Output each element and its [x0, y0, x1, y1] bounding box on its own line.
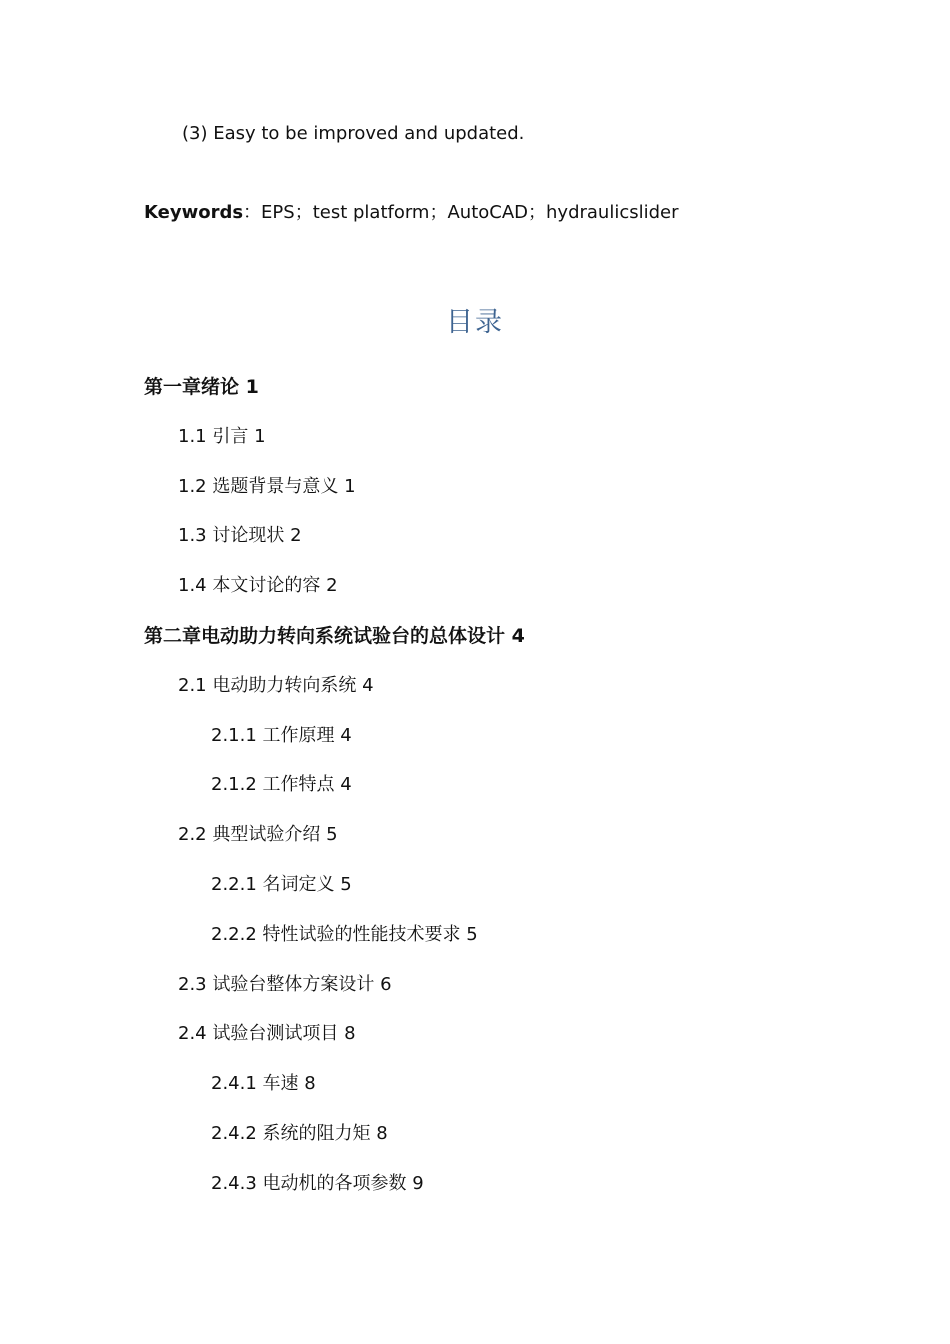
toc-section-entry[interactable]: 2.1.2 工作特点 4: [211, 774, 352, 796]
table-of-contents: [0, 373, 950, 1220]
toc-chapter-entry[interactable]: 第二章电动助力转向系统试验台的总体设计 4: [144, 624, 525, 647]
toc-section-entry[interactable]: 1.3 讨论现状 2: [178, 525, 302, 547]
toc-section-entry[interactable]: 2.4.1 车速 8: [211, 1073, 316, 1095]
toc-section-entry[interactable]: 2.2 典型试验介绍 5: [178, 824, 338, 846]
abstract-point-3: (3) Easy to be improved and updated.: [182, 123, 525, 144]
toc-section-entry[interactable]: 2.1 电动助力转向系统 4: [178, 674, 374, 696]
keywords-line: [144, 198, 679, 224]
toc-section-entry[interactable]: 2.4.3 电动机的各项参数 9: [211, 1172, 424, 1194]
toc-section-entry[interactable]: 2.1.1 工作原理 4: [211, 724, 352, 746]
toc-chapter-entry[interactable]: 第一章绪论 1: [144, 376, 259, 398]
keywords-label: Keywords: [144, 202, 244, 223]
toc-section-entry[interactable]: 2.3 试验台整体方案设计 6: [178, 973, 392, 995]
toc-section-entry[interactable]: 2.2.2 特性试验的性能技术要求 5: [211, 923, 478, 945]
toc-section-entry[interactable]: 1.2 选题背景与意义 1: [178, 475, 356, 497]
keywords-separator: ：: [243, 202, 262, 223]
toc-title: 目录: [446, 307, 504, 338]
toc-section-entry[interactable]: 2.2.1 名词定义 5: [211, 873, 352, 895]
toc-section-entry[interactable]: 2.4 试验台测试项目 8: [178, 1023, 356, 1045]
toc-section-entry[interactable]: 2.4.2 系统的阻力矩 8: [211, 1122, 388, 1144]
toc-section-entry[interactable]: 1.1 引言 1: [178, 425, 266, 447]
keywords-text: EPS；test platform；AutoCAD；hydraulicslider: [261, 202, 679, 223]
toc-section-entry[interactable]: 1.4 本文讨论的容 2: [178, 575, 338, 597]
